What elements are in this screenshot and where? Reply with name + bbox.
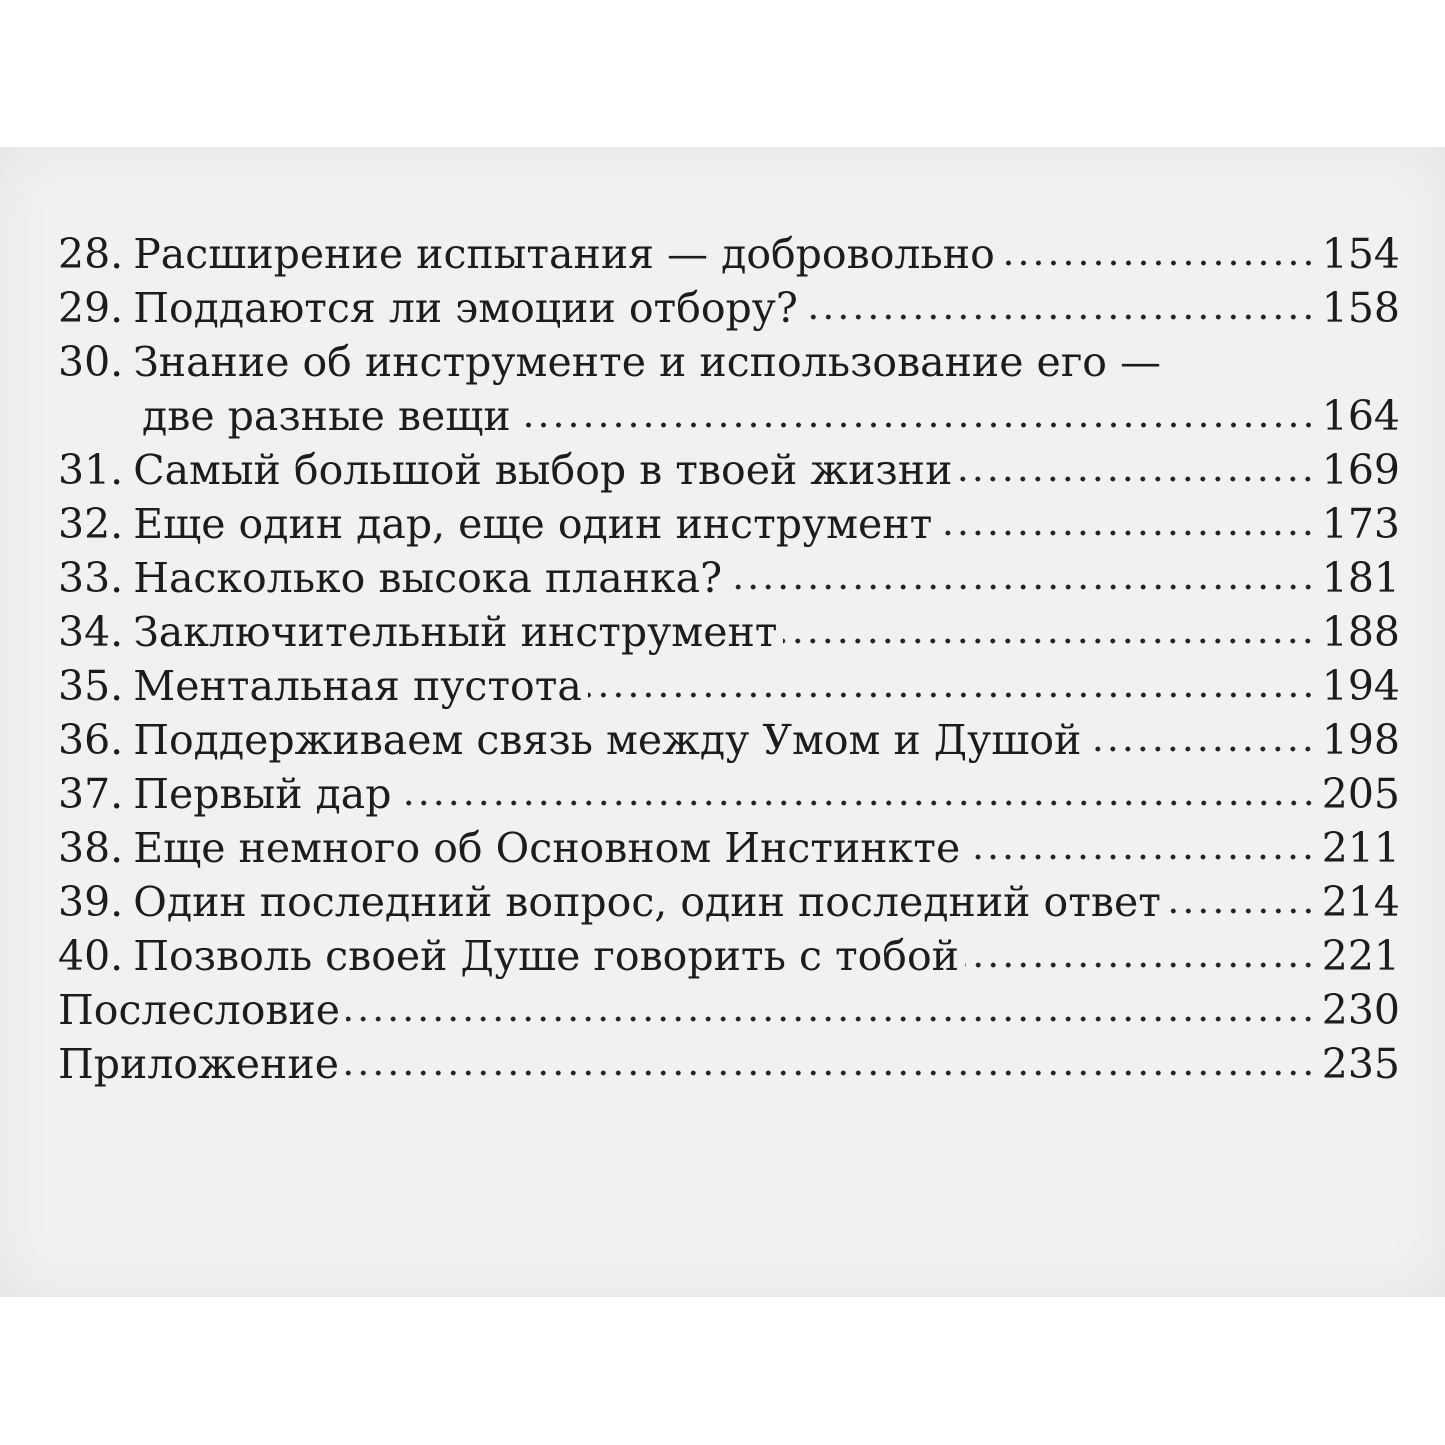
toc-entry-30-line-2 — [58, 389, 1400, 443]
entry-page: 188 — [1321, 608, 1400, 656]
entry-page: 164 — [1321, 392, 1400, 440]
entry-page: 230 — [1321, 986, 1400, 1034]
dot-leader — [958, 473, 1315, 485]
entry-number: 36. — [58, 716, 124, 764]
entry-title: Заключительный инструмент — [133, 608, 778, 656]
entry-title: Послесловие — [58, 986, 341, 1034]
entry-page: 221 — [1321, 932, 1400, 980]
entry-page: 154 — [1321, 230, 1400, 278]
toc-entry-29 — [58, 281, 1400, 335]
toc-entry-31 — [58, 443, 1400, 497]
entry-page: 173 — [1321, 500, 1400, 548]
dot-leader — [804, 311, 1316, 323]
entry-title: Приложение — [58, 1040, 339, 1088]
toc-entry-37 — [58, 767, 1400, 821]
entry-page: 211 — [1321, 824, 1400, 872]
entry-page: 235 — [1321, 1040, 1400, 1088]
entry-title: Один последний вопрос, один последний ответ — [133, 878, 1161, 926]
entry-page: 198 — [1321, 716, 1400, 764]
entry-number: 40. — [58, 932, 124, 980]
entry-page: 194 — [1321, 662, 1400, 710]
dot-leader — [966, 851, 1316, 863]
toc-entry-39 — [58, 875, 1400, 929]
entry-title: Насколько высока планка? — [133, 554, 723, 602]
toc-entry-34 — [58, 605, 1400, 659]
entry-title: две разные вещи — [142, 392, 511, 440]
entry-number: 35. — [58, 662, 124, 710]
entry-page: 158 — [1321, 284, 1400, 332]
entry-title: Первый дар — [133, 770, 392, 818]
dot-leader — [938, 527, 1315, 539]
entry-title: Еще немного об Основном Инстинкте — [133, 824, 961, 872]
dot-leader — [345, 1067, 1316, 1079]
entry-page: 169 — [1321, 446, 1400, 494]
dot-leader — [517, 419, 1316, 431]
entry-title: Еще один дар, еще один инструмент — [133, 500, 933, 548]
toc-entry-33 — [58, 551, 1400, 605]
dot-leader — [728, 581, 1316, 593]
entry-title: Поддаются ли эмоции отбору? — [133, 284, 798, 332]
entry-number: 30. — [58, 338, 124, 386]
toc-entry-35 — [58, 659, 1400, 713]
toc-entry-appendix — [58, 1037, 1400, 1091]
entry-number: 31. — [58, 446, 124, 494]
toc-entry-28 — [58, 227, 1400, 281]
entry-title: Самый большой выбор в твоей жизни — [133, 446, 953, 494]
dot-leader — [398, 797, 1316, 809]
entry-number: 32. — [58, 500, 124, 548]
entry-title: Поддерживаем связь между Умом и Душой — [133, 716, 1082, 764]
toc-entry-30-line-1 — [58, 335, 1400, 389]
entry-number: 34. — [58, 608, 124, 656]
entry-number: 33. — [58, 554, 124, 602]
toc-entry-afterword — [58, 983, 1400, 1037]
entry-title: Ментальная пустота — [133, 662, 582, 710]
dot-leader — [1167, 905, 1316, 917]
toc-entry-38 — [58, 821, 1400, 875]
dot-leader — [346, 1013, 1316, 1025]
entry-title: Знание об инструменте и использование его — — [133, 338, 1162, 386]
toc-entry-32 — [58, 497, 1400, 551]
entry-title: Расширение испытания — добровольно — [133, 230, 995, 278]
toc-entry-40 — [58, 929, 1400, 983]
dot-leader — [588, 689, 1316, 701]
entry-page: 214 — [1321, 878, 1400, 926]
entry-number: 28. — [58, 230, 124, 278]
entry-page: 181 — [1321, 554, 1400, 602]
dot-leader — [965, 959, 1316, 971]
entry-title: Позволь своей Душе говорить с тобой — [133, 932, 960, 980]
entry-number: 37. — [58, 770, 124, 818]
entry-number: 38. — [58, 824, 124, 872]
entry-number: 29. — [58, 284, 124, 332]
entry-number: 39. — [58, 878, 124, 926]
dot-leader — [1001, 257, 1316, 269]
entry-page: 205 — [1321, 770, 1400, 818]
dot-leader — [1087, 743, 1315, 755]
dot-leader — [783, 635, 1315, 647]
toc-entry-36 — [58, 713, 1400, 767]
table-of-contents — [58, 227, 1400, 1091]
